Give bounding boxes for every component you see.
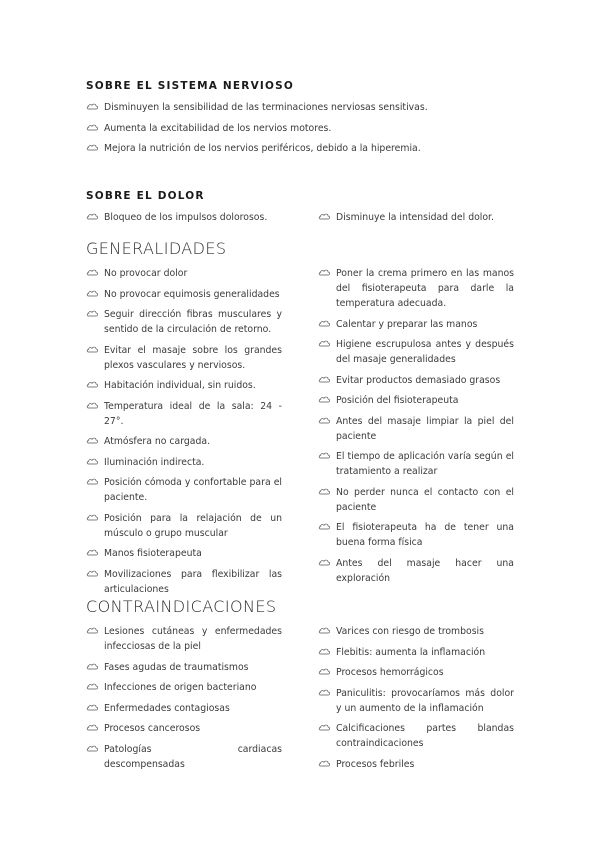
list-item-text: Flebitis: aumenta la inflamación — [336, 646, 486, 658]
list-item-text: Posición cómoda y confortable para el paciente. — [104, 477, 282, 503]
list-item — [86, 399, 282, 429]
list-item-text: Aumenta la excitabilidad de los nervios motores. — [104, 122, 332, 134]
list-item — [86, 100, 516, 115]
list-item — [86, 511, 282, 541]
list-item-text: Iluminación indirecta. — [104, 456, 205, 468]
list-item-text: El tiempo de aplicación varía según el tratamiento a realizar — [336, 451, 514, 477]
list-item-text: Evitar el masaje sobre los grandes plexos vasculares y nerviosos. — [104, 344, 282, 371]
list-item-text: Posición para la relajación de un músculo o grupo muscular — [104, 512, 282, 539]
cloud-icon — [86, 401, 99, 410]
list-item — [86, 701, 282, 716]
list-item-text: Enfermedades contagiosas — [104, 702, 230, 714]
cloud-icon — [86, 477, 99, 486]
cloud-icon — [86, 626, 99, 635]
cloud-icon — [86, 662, 99, 671]
list-item-text: Procesos hemorrágicos — [336, 667, 444, 678]
list-item — [318, 520, 514, 550]
cloud-icon — [318, 647, 331, 656]
list-item-text: Atmósfera no cargada. — [104, 436, 211, 447]
cloud-icon — [86, 513, 99, 522]
cloud-icon — [86, 723, 99, 732]
list-item-text: Lesiones cutáneas y enfermedades infecciosas de la piel — [104, 626, 282, 652]
cloud-icon — [86, 436, 99, 445]
list-item — [318, 721, 514, 751]
list-item — [86, 210, 282, 225]
list-item — [86, 307, 282, 337]
list-item-text: Posición del fisioterapeuta — [336, 395, 459, 406]
cloud-icon — [318, 626, 331, 635]
list-item-text: No provocar equimosis generalidades — [104, 288, 280, 300]
cloud-icon — [318, 319, 331, 328]
cloud-icon — [318, 339, 331, 348]
cloud-icon — [318, 212, 331, 221]
list-item — [318, 414, 514, 444]
list-item — [318, 373, 514, 388]
list-item-text: Varices con riesgo de trombosis — [336, 626, 484, 637]
cloud-icon — [86, 123, 99, 132]
list-nervioso — [86, 100, 516, 162]
cloud-icon — [318, 395, 331, 404]
list-item-text: Higiene escrupulosa antes y después del masaje generalidades — [336, 339, 514, 365]
list-item-text: Bloqueo de los impulsos dolorosos. — [104, 212, 268, 223]
list-item — [318, 266, 514, 311]
cloud-icon — [86, 569, 99, 578]
list-item-text: Patologías cardiacas descompensadas — [104, 743, 282, 770]
section-title-contraindicaciones: CONTRAINDICACIONES — [86, 597, 277, 616]
list-item — [86, 434, 282, 449]
list-item — [86, 475, 282, 505]
cloud-icon — [318, 451, 331, 460]
cloud-icon — [86, 682, 99, 691]
cloud-icon — [318, 723, 331, 732]
list-dolor-left — [86, 210, 282, 231]
cloud-icon — [318, 759, 331, 768]
list-item-text: Fases agudas de traumatismos — [104, 661, 249, 673]
list-item — [318, 337, 514, 367]
cloud-icon — [86, 212, 99, 221]
cloud-icon — [86, 703, 99, 712]
cloud-icon — [86, 744, 99, 753]
list-item — [318, 686, 514, 716]
list-item — [86, 287, 282, 302]
list-item-text: Procesos febriles — [336, 758, 415, 770]
section-title-dolor: SOBRE EL DOLOR — [86, 190, 205, 202]
list-item-text: Evitar productos demasiado grasos — [336, 374, 501, 386]
list-item — [86, 141, 516, 156]
section-title-generalidades: GENERALIDADES — [86, 239, 227, 258]
list-generalidades-left — [86, 266, 282, 602]
list-item-text: Habitación individual, sin ruidos. — [104, 380, 256, 391]
cloud-icon — [318, 487, 331, 496]
cloud-icon — [86, 143, 99, 152]
list-item — [86, 680, 282, 695]
list-contraindicaciones-right — [318, 624, 514, 777]
list-item-text: Disminuye la intensidad del dolor. — [336, 212, 494, 223]
list-item-text: Temperatura ideal de la sala: 24 - 27°. — [104, 400, 282, 427]
list-item — [86, 546, 282, 561]
list-item-text: Calentar y preparar las manos — [336, 318, 478, 330]
list-item — [86, 742, 282, 772]
cloud-icon — [86, 102, 99, 111]
list-item-text: Mejora la nutrición de los nervios periféricos, debido a la hiperemia. — [104, 143, 421, 154]
cloud-icon — [318, 522, 331, 531]
cloud-icon — [318, 375, 331, 384]
list-item-text: Procesos cancerosos — [104, 723, 201, 734]
list-item-text: Disminuyen la sensibilidad de las terminaciones nerviosas sensitivas. — [104, 102, 428, 113]
cloud-icon — [318, 688, 331, 697]
list-item — [86, 343, 282, 373]
list-item-text: No perder nunca el contacto con el paciente — [336, 486, 514, 513]
list-item — [86, 378, 282, 393]
list-item — [86, 121, 516, 136]
list-item — [86, 624, 282, 654]
list-item — [318, 624, 514, 639]
list-dolor-right — [318, 210, 514, 231]
list-item — [318, 449, 514, 479]
list-item — [318, 665, 514, 680]
cloud-icon — [318, 558, 331, 567]
cloud-icon — [318, 268, 331, 277]
list-item-text: Poner la crema primero en las manos del fisioterapeuta para darle la temperatura adecuada. — [336, 268, 514, 309]
list-item-text: No provocar dolor — [104, 268, 188, 279]
cloud-icon — [318, 416, 331, 425]
cloud-icon — [86, 289, 99, 298]
list-item-text: Infecciones de origen bacteriano — [104, 682, 257, 693]
list-item — [318, 645, 514, 660]
list-item-text: Calcificaciones partes blandas contraindicaciones — [336, 723, 514, 749]
section-title-nervioso: SOBRE EL SISTEMA NERVIOSO — [86, 80, 295, 92]
list-item-text: Manos fisioterapeuta — [104, 548, 202, 559]
list-item — [318, 393, 514, 408]
cloud-icon — [86, 380, 99, 389]
list-item-text: El fisioterapeuta ha de tener una buena forma física — [336, 522, 514, 548]
cloud-icon — [86, 345, 99, 354]
list-item — [318, 757, 514, 772]
list-item — [86, 266, 282, 281]
list-item — [318, 485, 514, 515]
list-item-text: Movilizaciones para flexibilizar las articulaciones — [104, 568, 282, 595]
list-contraindicaciones-left — [86, 624, 282, 777]
list-item — [318, 210, 514, 225]
list-item-text: Antes del masaje limpiar la piel del paciente — [336, 415, 514, 442]
list-item — [86, 455, 282, 470]
list-generalidades-right — [318, 266, 514, 591]
list-item — [86, 721, 282, 736]
cloud-icon — [86, 548, 99, 557]
cloud-icon — [86, 309, 99, 318]
list-item — [86, 660, 282, 675]
list-item-text: Seguir dirección fibras musculares y sentido de la circulación de retorno. — [104, 309, 282, 335]
cloud-icon — [318, 667, 331, 676]
list-item — [318, 556, 514, 586]
list-item — [318, 317, 514, 332]
cloud-icon — [86, 268, 99, 277]
list-item-text: Antes del masaje hacer una exploración — [336, 557, 514, 584]
list-item-text: Paniculitis: provocaríamos más dolor y un aumento de la inflamación — [336, 687, 514, 714]
cloud-icon — [86, 457, 99, 466]
list-item — [86, 567, 282, 597]
